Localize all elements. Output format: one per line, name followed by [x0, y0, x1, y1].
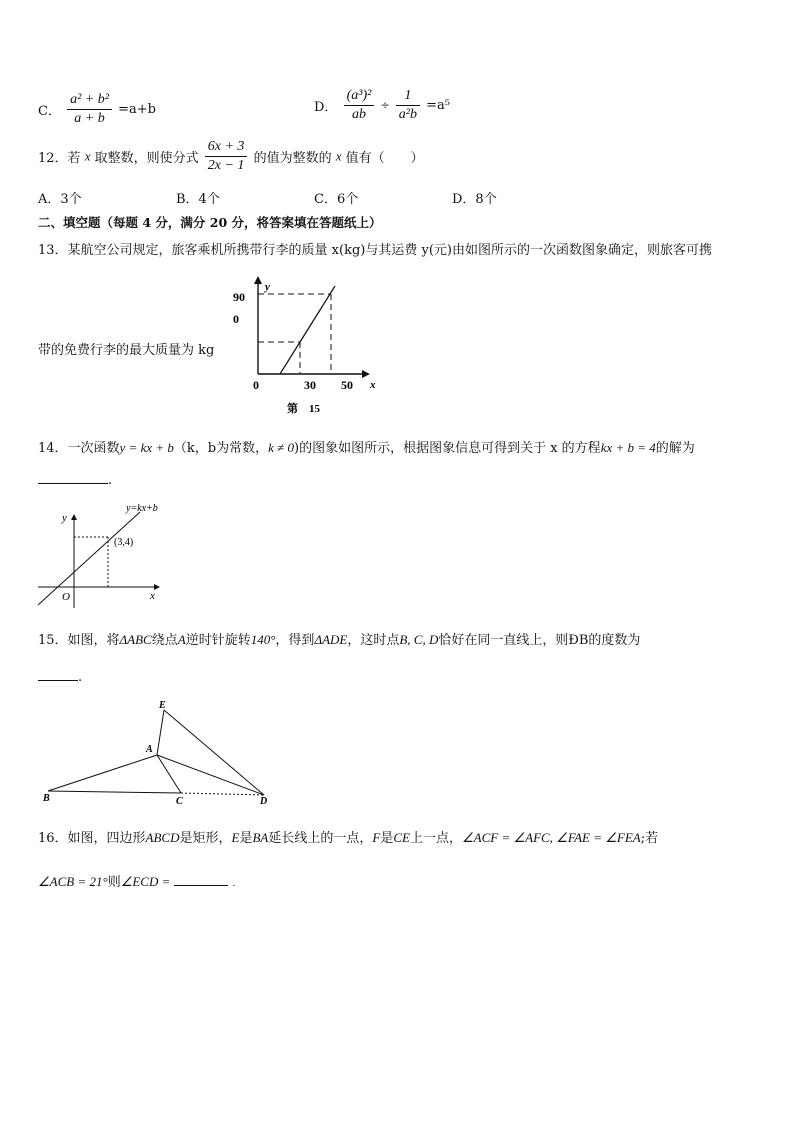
- q14-stem: [38, 437, 695, 456]
- point-a: A: [177, 632, 186, 647]
- y-axis-label: y: [62, 512, 67, 524]
- q16-mid: 是矩形，: [179, 831, 232, 846]
- q16-prefix: 16．如图，四边形: [38, 831, 146, 846]
- origin-label: 0: [253, 378, 259, 392]
- x-tick-50: 50: [341, 378, 353, 392]
- q16-mid: 延长线上的一点，: [268, 831, 373, 846]
- point-a-label: A: [146, 744, 153, 755]
- q15-mid: ，这时点: [347, 633, 400, 648]
- y-axis-label: y: [265, 281, 270, 293]
- option-label: C．: [38, 104, 61, 119]
- y-tick-0: 0: [233, 312, 239, 326]
- q11-option-d: [314, 88, 450, 123]
- rotation-angle: 140°: [250, 632, 276, 647]
- angle-condition: ∠ACF = ∠AFC, ∠FAE = ∠FEA: [462, 830, 641, 845]
- point-c-label: C: [176, 796, 183, 807]
- figure-caption: 第 15: [287, 403, 320, 415]
- x-tick-30: 30: [304, 378, 316, 392]
- triangle-abc: ΔABC: [119, 632, 152, 647]
- q14-suffix: 的解为: [655, 441, 695, 456]
- line-label: y=kx+b: [126, 503, 158, 514]
- function-expression: y = kx + b: [119, 440, 174, 455]
- fraction: [396, 88, 420, 123]
- x-axis-label: x: [150, 590, 155, 602]
- x-axis-label: x: [370, 379, 376, 391]
- period: .: [232, 879, 236, 889]
- numerator: 1: [396, 88, 420, 106]
- division-sign: ÷: [380, 99, 390, 112]
- point-label: (3,4): [114, 537, 134, 548]
- numerator: 6x + 3: [205, 139, 248, 157]
- q13-line2: 带的免费行李的最大质量为 kg: [38, 343, 215, 358]
- q12-option-a: A．3个: [38, 192, 82, 207]
- q15-mid: 恰好在同一直线上，则ÐB: [438, 633, 589, 648]
- option-label: D．: [314, 100, 338, 115]
- period: .: [78, 670, 83, 685]
- q14-prefix: 14．一次函数: [38, 441, 120, 456]
- q15-stem: [38, 629, 640, 648]
- denominator: a²b: [398, 107, 417, 122]
- q12-prefix: 12．若: [38, 151, 81, 166]
- fraction: [67, 92, 112, 127]
- q16-mid: 则: [107, 875, 121, 890]
- points-bcd: B, C, D: [399, 632, 439, 647]
- y-tick-90: 90: [233, 290, 245, 304]
- section-title: 二、填空题（每题 4 分，满分 20 分，将答案填在答题纸上）: [38, 215, 382, 230]
- point-e-label: E: [159, 700, 166, 711]
- q16-mid: ;若: [640, 831, 659, 846]
- q16-mid: 是: [239, 831, 253, 846]
- asked-angle: ∠ECD =: [120, 874, 171, 889]
- equation-rhs: =a⁵: [426, 98, 450, 113]
- q14-graph: [36, 500, 176, 612]
- q12-suffix: 的值为整数的: [253, 151, 332, 166]
- q11-option-c: [38, 92, 156, 127]
- period: .: [108, 473, 113, 488]
- q14-answer-line: [38, 472, 112, 488]
- q12-option-c: C．6个: [314, 192, 359, 207]
- equation: kx + b = 4: [600, 440, 656, 455]
- q16-mid: 是: [380, 831, 394, 846]
- q16-mid: 上一点，: [409, 831, 462, 846]
- q15-mid: 绕点: [151, 633, 178, 648]
- q15-figure: [40, 698, 280, 810]
- point-e: E: [231, 830, 240, 845]
- condition: k ≠ 0: [268, 440, 295, 455]
- q13-line1: 13．某航空公司规定，旅客乘机所携带行李的质量 x(kg)与其运费 y(元)由如图所示的一次函数图象确定，则旅客可携: [38, 243, 712, 258]
- q12-stem: [38, 139, 424, 174]
- answer-blank[interactable]: [174, 874, 228, 886]
- q15-answer-line: [38, 669, 82, 685]
- q12-option-b: B．4个: [176, 192, 220, 207]
- point-b-label: B: [43, 793, 50, 804]
- point-d-label: D: [260, 796, 268, 807]
- origin-label: O: [62, 591, 70, 603]
- denominator: ab: [351, 107, 366, 122]
- fraction: [344, 88, 375, 123]
- q13-graph: [228, 274, 388, 419]
- denominator: a + b: [74, 111, 105, 126]
- segment-ce: CE: [393, 830, 410, 845]
- q16-stem: [38, 827, 658, 846]
- q15-prefix: 15．如图，将: [38, 633, 120, 648]
- q15-mid: ，得到: [275, 633, 315, 648]
- q14-mid: )的图象如图所示，根据图象信息可得到关于 x 的方程: [294, 441, 601, 456]
- denominator: 2x − 1: [207, 158, 245, 173]
- answer-blank[interactable]: [38, 472, 108, 484]
- fraction: [205, 139, 248, 174]
- answer-blank[interactable]: [38, 669, 78, 681]
- point-f: F: [372, 830, 381, 845]
- q15-suffix: 的度数为: [588, 633, 641, 648]
- q12-mid: 取整数，则使分式: [94, 151, 199, 166]
- variable: x: [84, 148, 91, 164]
- quad-abcd: ABCD: [145, 830, 180, 845]
- q14-paren: （k，b为常数，: [173, 441, 269, 456]
- given-angle: ∠ACB = 21°: [38, 874, 108, 889]
- q16-line2: [38, 871, 235, 890]
- q15-mid: 逆时针旋转: [185, 633, 251, 648]
- variable: x: [335, 148, 342, 164]
- numerator: (a³)²: [344, 88, 375, 106]
- triangle-ade: ΔADE: [314, 632, 348, 647]
- q12-suffix: 值有（ ）: [345, 151, 424, 166]
- segment-ba: BA: [252, 830, 269, 845]
- equation-rhs: =a+b: [118, 102, 156, 117]
- numerator: a² + b²: [67, 92, 112, 110]
- q12-option-d: D．8个: [452, 192, 497, 207]
